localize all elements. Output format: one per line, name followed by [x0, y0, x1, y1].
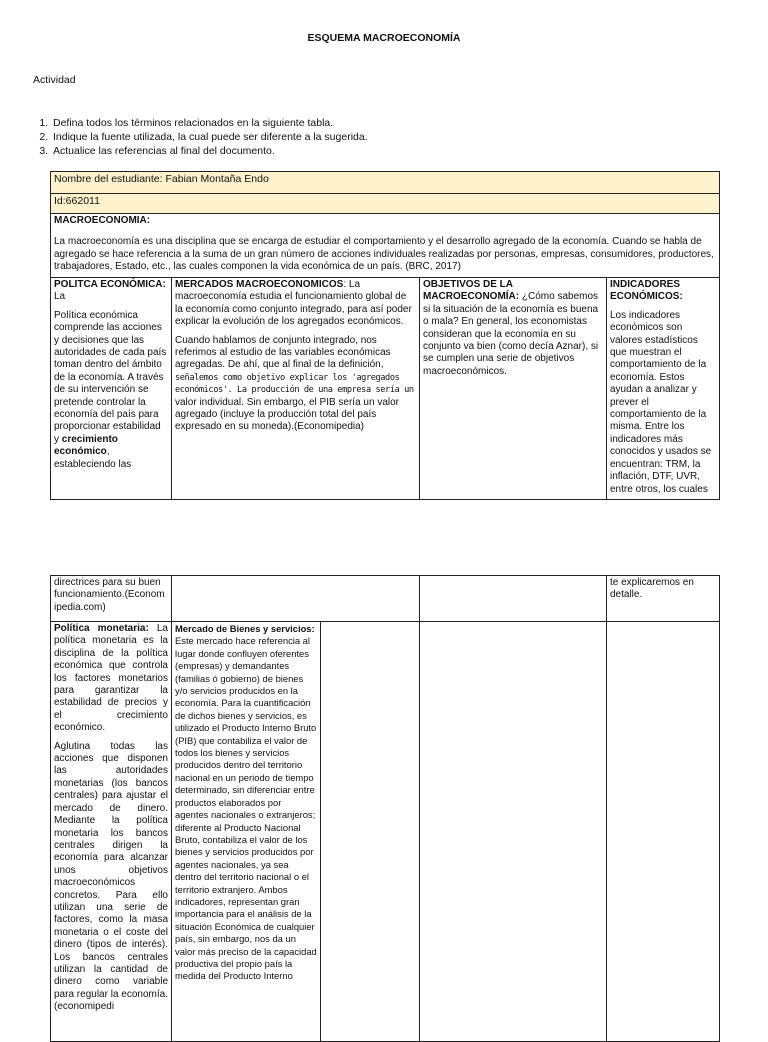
mercados-macro-p2b: señalemos como objetivo explicar los 'agregados económicos'. La producción de una empresa sería un	[175, 372, 414, 396]
indicadores-title: INDICADORES ECONÓMICOS:	[610, 279, 683, 303]
crecimiento-economico-term: crecimiento económico	[54, 433, 118, 458]
objetivos-macro-title: OBJETIVOS DE LA MACROECONOMÍA:	[423, 279, 520, 303]
politica-economica-body-a: Política económica comprende las acciones y decisiones que las autoridades de cada país toman dentro del ámbito de la economía. A través de su intervención se pretende controlar la economía del país para proporcionar estabilidad y	[54, 309, 167, 445]
mercados-macro-cell	[172, 278, 420, 500]
indicadores-cell	[607, 278, 720, 500]
politica-monetaria-p2: Aglutina todas las acciones que disponen las autoridades monetarias (los bancos centrales) para ajustar el mercado de dinero. Mediante la política monetaria los bancos centrales dirigen la economía para alcanzar unos objetivos macroeconómicos concretos. Para ello utilizan una serie de factores, como la masa monetaria o el coste del dinero (tipos de interés). Los bancos centrales utilizan la cantidad de dinero como variable para regular la economía.(economipedi	[54, 740, 168, 1013]
instruction-item: 3. Actualice las referencias al final del documento.	[51, 144, 368, 158]
politica-economica-body-c: , estableciendo las	[54, 446, 132, 470]
empty-cell	[607, 622, 720, 1042]
instruction-item: 2. Indique la fuente utilizada, la cual puede ser diferente a la sugerida.	[51, 130, 368, 144]
mercado-bienes-text: Este mercado hace referencia al lugar donde confluyen oferentes (empresas) y demandantes (familias ó gobierno) de bienes y/o servicios producidos en la economía. Para la cuantificación de dichos bienes y servicios, es utilizado el Producto Interno Bruto (PIB) que contabiliza el valor de todos los bienes y servicios producidos dentro del territorio nacional en un periodo de tiempo determinado, sin diferenciar entre productos elaborados por agentes nacionales o extranjeros; diferente al Producto Nacional Bruto, contabiliza el valor de los bienes y servicios producidos por agentes nacionales, ya sea dentro del territorio nacional o el territorio extranjero. Ambos indicadores, representan gran importancia para el análisis de la situación Económica de cualquier país, sin embargo, nos da un valor más preciso de la capacidad productiva del propio país la medida del Producto Interno	[175, 635, 317, 982]
student-id: Id:662011	[54, 195, 100, 207]
politica-economica-cell	[51, 278, 172, 500]
indicadores-continued-text: te explicaremos en detalle.	[610, 577, 694, 601]
mercado-bienes-cell	[172, 622, 321, 1042]
page-title: ESQUEMA MACROECONOMÍA	[307, 32, 461, 44]
instructions-list	[33, 116, 368, 158]
student-name: Nombre del estudiante: Fabian Montaña Endo	[54, 173, 269, 185]
politica-economica-source: directrices para su buen funcionamiento.(Econom ipedia.com)	[54, 577, 165, 613]
politica-monetaria-p1: La política monetaria es la disciplina de la política económica que controla los factores monetarios para garantizar la estabilidad de precios y el crecimiento económico.	[54, 623, 168, 734]
schema-table-top	[50, 171, 720, 500]
empty-cell	[420, 622, 607, 1042]
empty-cell	[172, 576, 420, 622]
instruction-item: 1. Defina todos los términos relacionados en la siguiente tabla.	[51, 116, 368, 130]
macro-definition-cell	[51, 214, 720, 278]
mercados-macro-p1: : La macroeconomía estudia el funcionamiento global de la economía como conjunto integrado, para así poder explicar la evolución de los agregados económicos.	[175, 279, 412, 328]
mercados-macro-title: MERCADOS MACROECONOMICOS	[175, 279, 344, 290]
objetivos-macro-text: ¿Cómo sabemos si la situación de la economía es buena o mala? En general, los economistas consideran que la economía en su conjunto va bien (como decía Aznar), si se cumplen una serie de objetivos macroeconómicos.	[423, 291, 599, 377]
macro-title: MACROECONOMIA:	[54, 215, 151, 226]
schema-table-continued	[50, 575, 720, 1042]
mercado-bienes-title: Mercado de Bienes y servicios:	[175, 623, 315, 634]
indicadores-text: Los indicadores económicos son valores estadísticos que muestran el comportamiento de la economía. Estos ayudan a analizar y prever el comportamiento de la misma. Entre los indicadores más conocidos y usados se encuentran: TRM, la inflación, DTF, UVR, entre otros, los cuales	[610, 309, 712, 495]
empty-cell	[321, 622, 420, 1042]
politica-monetaria-cell	[51, 622, 172, 1042]
objetivos-macro-cell	[420, 278, 607, 500]
politica-monetaria-title: Política monetaria:	[54, 623, 149, 634]
indicadores-continued	[607, 576, 720, 622]
politica-economica-continued	[51, 576, 172, 622]
politica-economica-tail: La	[54, 291, 66, 303]
mercados-macro-p2c: valor individual. Sin embargo, el PIB sería un valor agregado (incluye la producción total del país expresado en su moneda).(Economipedia)	[175, 396, 400, 433]
student-id-cell	[51, 194, 720, 214]
macro-definition: La macroeconomía es una disciplina que se encarga de estudiar el comportamiento y el desarrollo agregado de la economía. Cuando se habla de agregado se hace referencia a la suma de un gran número de acciones individuales realizadas por personas, empresas, consumidores, productores, trabajadores, Estado, etc., las cuales componen la vida económica de un país. (BRC, 2017)	[54, 236, 714, 273]
politica-economica-title: POLITCA ECONÓMICA:	[54, 279, 166, 290]
student-name-cell	[51, 172, 720, 194]
empty-cell	[420, 576, 607, 622]
activity-label: Actividad	[33, 74, 76, 86]
mercados-macro-p2a: Cuando hablamos de conjunto integrado, nos referimos al estudio de las variables económicas agregadas. De ahí, que al final de la definición,	[175, 334, 391, 371]
